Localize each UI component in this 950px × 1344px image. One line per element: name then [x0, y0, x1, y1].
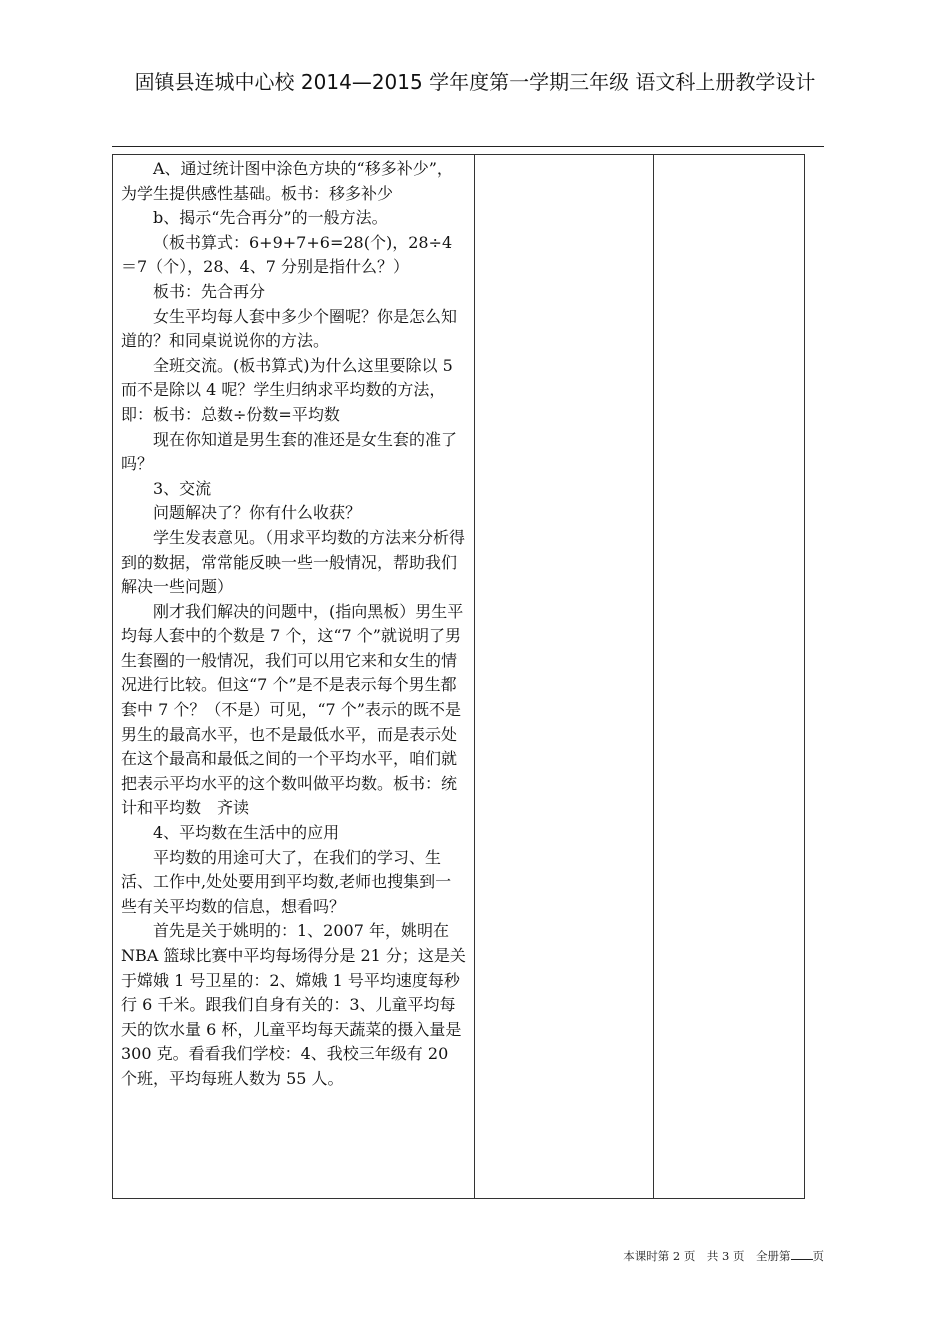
lesson-plan-table: [112, 154, 805, 1199]
paragraph: 现在你知道是男生套的准还是女生套的准了吗？: [121, 429, 458, 474]
table-row: [113, 155, 805, 1199]
paragraph: 首先是关于姚明的：1、2007 年，姚明在 NBA 篮球比赛中平均每场得分是 21 分；这是关于嫦娥 1 号卫星的：2、嫦娥 1 号平均速度每秒行 6 千米。跟我们自身有关的：3、儿童平均每天的饮水量 6 杯，儿童平均每天蔬菜的摄入量是 300 克。看看我们学校：4、我校三年级有 20 个班，平均每班人数为 55 人。: [121, 921, 466, 1088]
paragraph: 平均数的用途可大了，在我们的学习、生活、工作中,处处要用到平均数,老师也搜集到一些有关平均数的信息，想看吗？: [121, 847, 452, 916]
paragraph: 3、交流: [153, 478, 212, 498]
footer-page-info: 本课时第 2 页 共 3 页 全册第: [623, 1249, 791, 1263]
teaching-process-cell: [113, 155, 475, 1199]
page-footer: [623, 1248, 824, 1264]
paragraph: 刚才我们解决的问题中，(指向黑板）男生平均每人套中的个数是 7 个，这“7 个”就说明了男生套圈的一般情况，我们可以用它来和女生的情况进行比较。但这“7 个”是不是表示每个男生都套中 7 个？（不是）可见，“7 个”表示的既不是男生的最高水平，也不是最低水平，而是表示处在这个最高和最低之间的一个平均水平，咱们就把表示平均水平的这个数叫做平均数。板书：统计和平均数 齐读: [121, 601, 464, 818]
footer-blank: [791, 1248, 813, 1260]
paragraph: 问题解决了？你有什么收获？: [153, 503, 362, 523]
empty-column-cell: [475, 155, 654, 1199]
paragraph: 4、平均数在生活中的应用: [153, 823, 340, 843]
paragraph: b、揭示“先合再分”的一般方法。: [153, 208, 388, 228]
empty-column-cell: [654, 155, 805, 1199]
paragraph: 板书：先合再分: [153, 281, 266, 301]
paragraph: 全班交流。(板书算式)为什么这里要除以 5 而不是除以 4 呢？学生归纳求平均数的方法，即：板书：总数÷份数=平均数: [121, 355, 453, 424]
paragraph: （板书算式：6+9+7+6=28(个)，28÷4＝7（个），28、4、7 分别是指什么？）: [121, 232, 453, 277]
header-divider: [112, 146, 824, 147]
paragraph: A、通过统计图中涂色方块的“移多补少”，为学生提供感性基础。板书：移多补少: [121, 159, 453, 203]
page-title: 固镇县连城中心校 2014—2015 学年度第一学期三年级 语文科上册教学设计: [134, 70, 816, 94]
footer-page-suffix: 页: [812, 1249, 824, 1263]
paragraph: 女生平均每人套中多少个圈呢？你是怎么知道的？和同桌说说你的方法。: [121, 306, 458, 351]
paragraph: 学生发表意见。（用求平均数的方法来分析得到的数据，常常能反映一些一般情况，帮助我们解决一些问题）: [121, 527, 466, 597]
